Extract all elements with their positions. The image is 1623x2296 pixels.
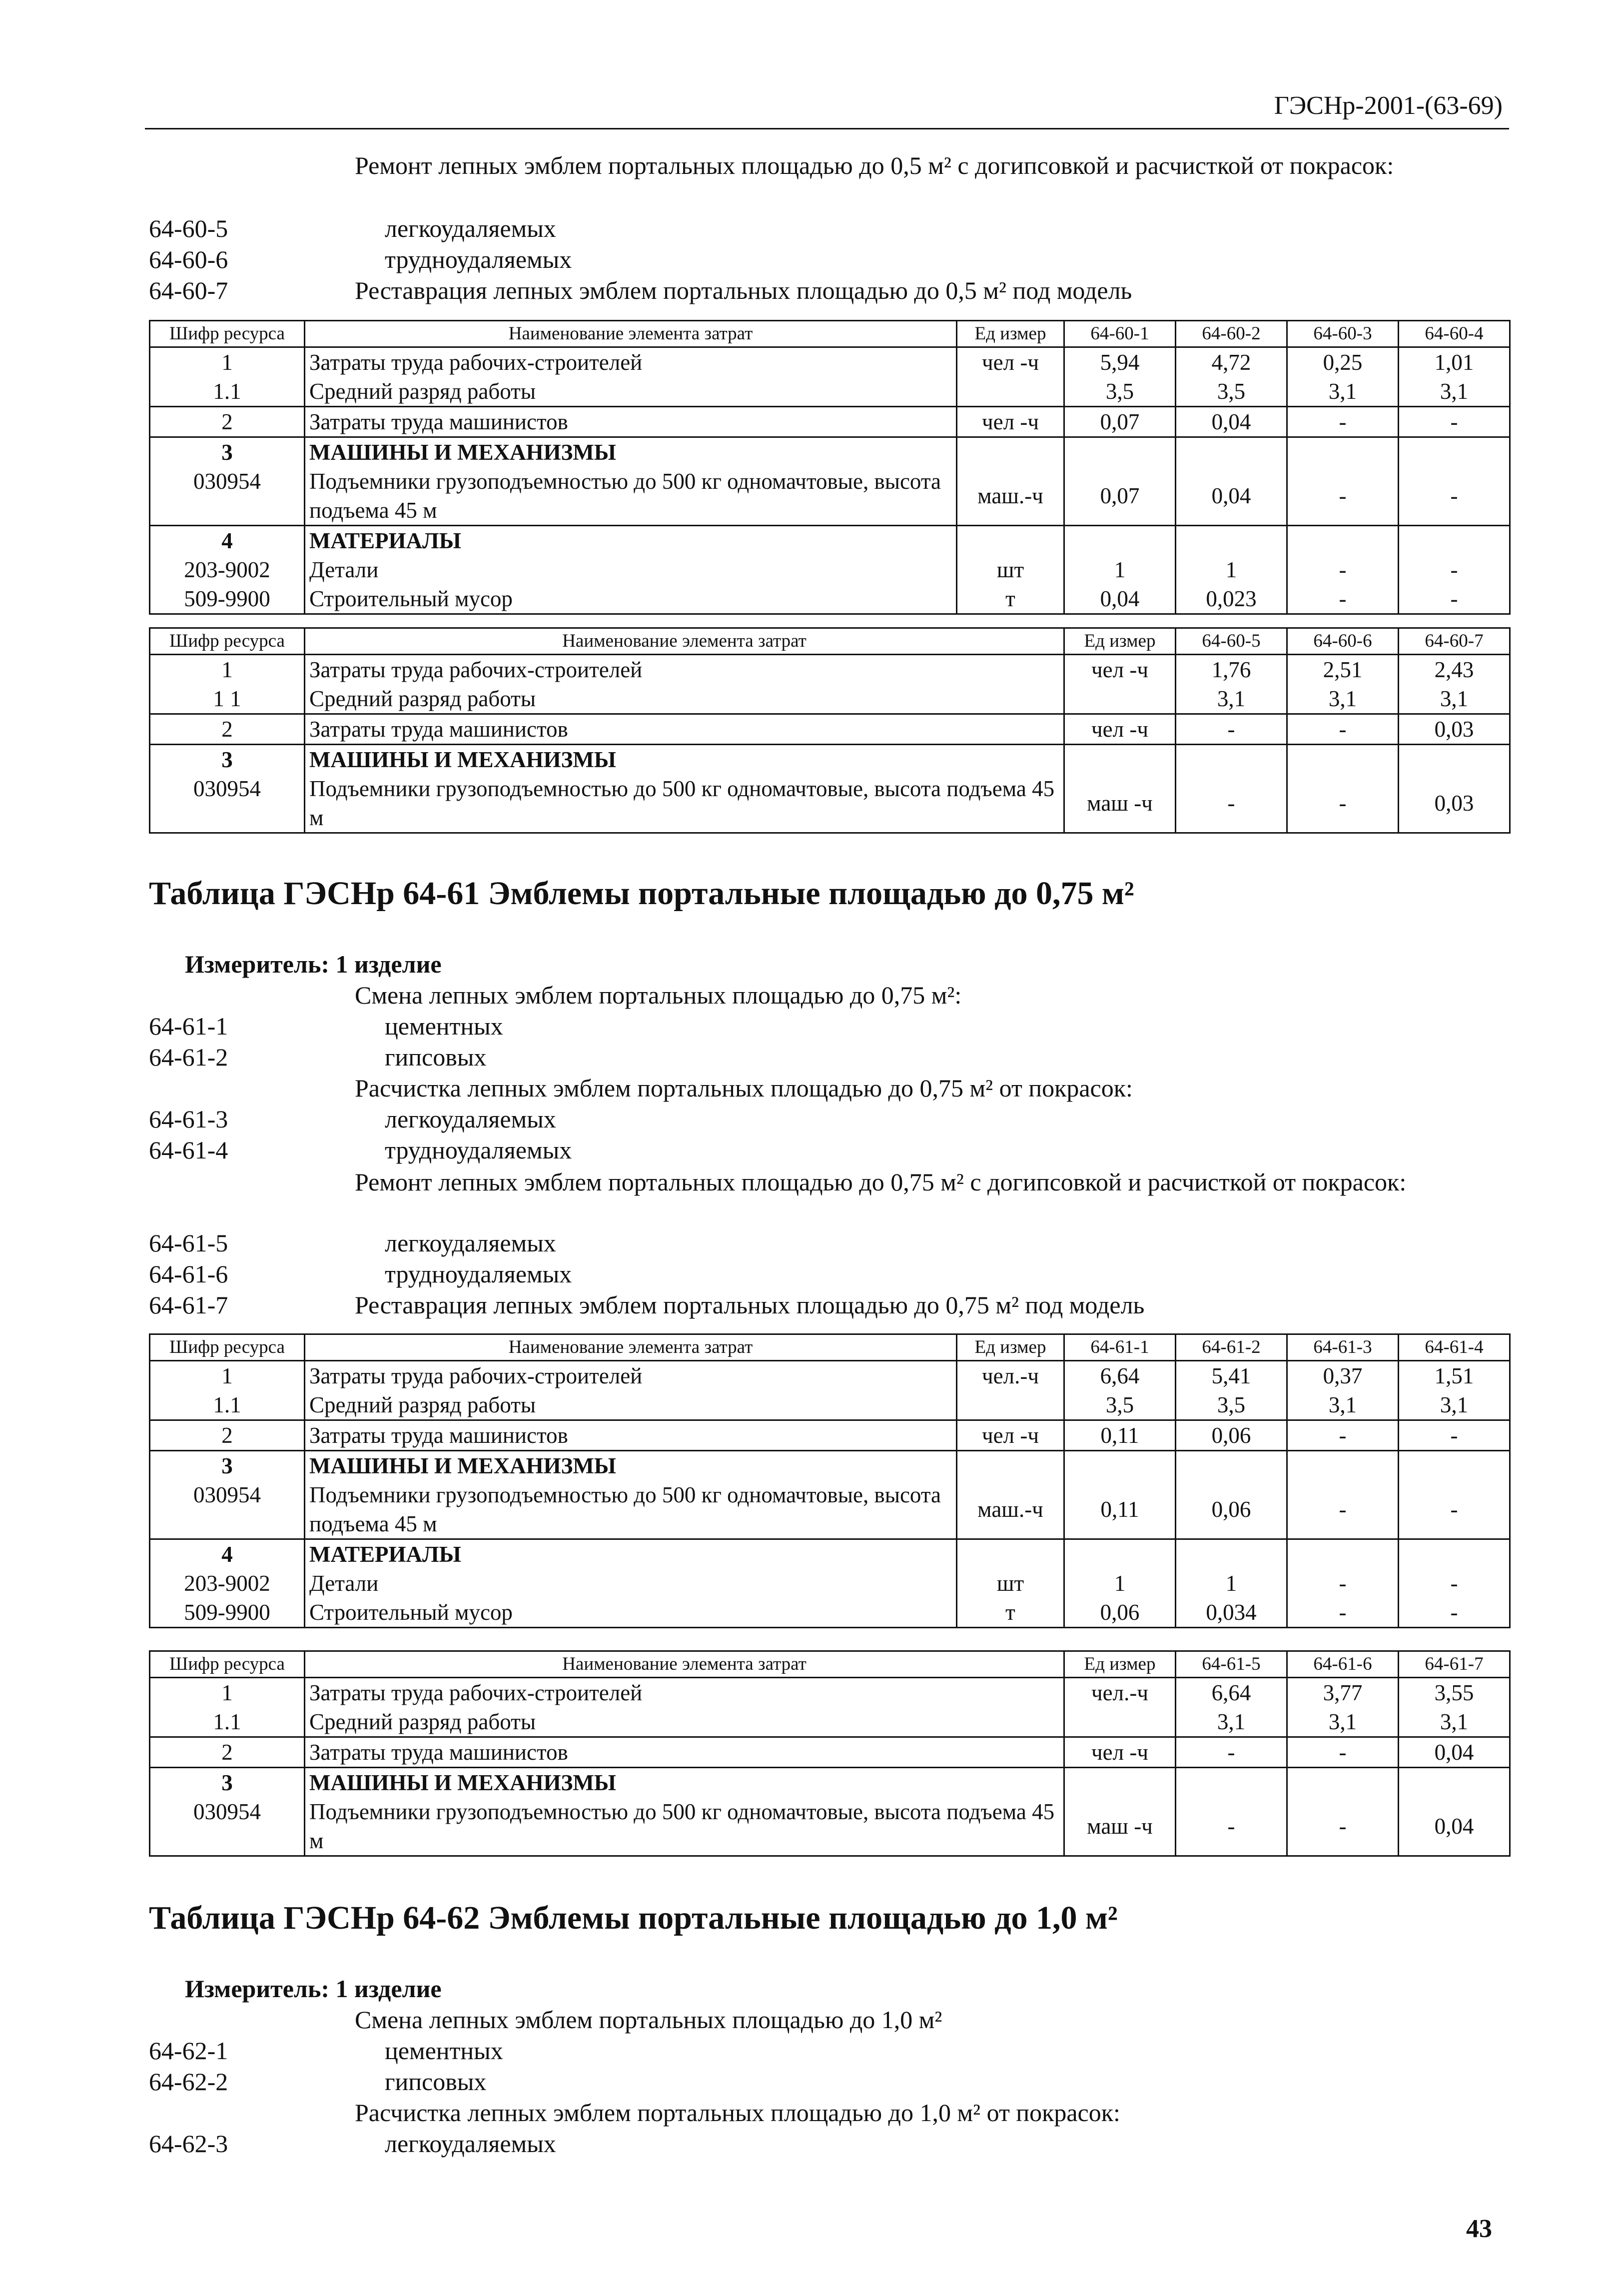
table-row (150, 1569, 1510, 1598)
item-text: гипсовых (385, 1043, 487, 1071)
col-header: Шифр ресурса (150, 321, 305, 347)
doc-code-header: ГЭСНр-2001-(63-69) (1274, 91, 1503, 120)
cell: шт (957, 1569, 1064, 1598)
cell: - (1399, 555, 1510, 584)
item-code: 64-62-3 (149, 2130, 228, 2158)
cell: 203-9002 (150, 555, 305, 584)
table-row (150, 1361, 1510, 1391)
cell: 1 (1064, 555, 1176, 584)
item-code: 64-61-5 (149, 1229, 228, 1257)
table-row (150, 1598, 1510, 1628)
cell: Средний разряд работы (305, 377, 957, 407)
item-code: 64-61-7 (149, 1291, 228, 1319)
col-header: 64-61-3 (1287, 1334, 1399, 1361)
cell: чел -ч (957, 407, 1064, 437)
cell (1064, 1707, 1176, 1737)
cell: 030954 (150, 1797, 305, 1856)
cell: 0,03 (1399, 774, 1510, 833)
item-text: легкоудаляемых (385, 2130, 556, 2158)
table-row (150, 684, 1510, 714)
col-header: Наименование элемента затрат (305, 1651, 1064, 1678)
cell: чел.-ч (1064, 1678, 1176, 1708)
cell: Средний разряд работы (305, 684, 1064, 714)
col-header: 64-60-3 (1287, 321, 1399, 347)
col-header: Наименование элемента затрат (305, 321, 957, 347)
cell: 0,06 (1064, 1598, 1176, 1628)
table-row (150, 714, 1510, 745)
table-row (150, 407, 1510, 437)
cell: 4,72 (1176, 347, 1287, 377)
table-row (150, 774, 1510, 833)
item-text: трудноудаляемых (385, 245, 572, 273)
item-text: трудноудаляемых (385, 1260, 572, 1288)
col-header: Наименование элемента затрат (305, 1334, 957, 1361)
cell: маш.-ч (957, 467, 1064, 526)
item-text: цементных (385, 2037, 503, 2065)
col-header: 64-60-4 (1399, 321, 1510, 347)
cell: 2 (150, 714, 305, 745)
col-header: Ед измер (1064, 628, 1176, 655)
item-code: 64-62-1 (149, 2037, 228, 2065)
cell: Затраты труда рабочих-строителей (305, 347, 957, 377)
cell: - (1287, 714, 1399, 745)
item-text: легкоудаляемых (385, 1229, 556, 1257)
col-header: 64-61-2 (1176, 1334, 1287, 1361)
cell: 3 (150, 437, 305, 467)
table-row (150, 1480, 1510, 1539)
col-header: 64-60-2 (1176, 321, 1287, 347)
cell: 0,023 (1176, 584, 1287, 614)
col-header: Шифр ресурса (150, 628, 305, 655)
cell: 3,55 (1399, 1678, 1510, 1708)
table-row (150, 655, 1510, 685)
cell: Затраты труда машинистов (305, 1420, 957, 1451)
cell: маш -ч (1064, 1797, 1176, 1856)
cell: 2,51 (1287, 655, 1399, 685)
header-rule (145, 128, 1509, 129)
cell: МАШИНЫ И МЕХАНИЗМЫ (305, 1768, 1064, 1798)
cell: 3,1 (1399, 377, 1510, 407)
cell: 3,1 (1287, 1707, 1399, 1737)
cell: 030954 (150, 1480, 305, 1539)
table-row (150, 526, 1510, 556)
item-text: Расчистка лепных эмблем портальных площадью до 1,0 м² от покрасок: (355, 2099, 1120, 2127)
col-header: 64-61-5 (1176, 1651, 1287, 1678)
cell: Затраты труда рабочих-строителей (305, 1361, 957, 1391)
cell: - (1287, 1598, 1399, 1628)
cell: - (1399, 1598, 1510, 1628)
cell: 1 (150, 1361, 305, 1391)
item-text: гипсовых (385, 2068, 487, 2096)
cell: - (1176, 774, 1287, 833)
col-header: Ед измер (957, 321, 1064, 347)
cell: Детали (305, 555, 957, 584)
item-code: 64-60-5 (149, 214, 228, 242)
cell: 1 (1176, 555, 1287, 584)
cell: - (1399, 1420, 1510, 1451)
cell: 0,37 (1287, 1361, 1399, 1391)
table-row (150, 1539, 1510, 1569)
cell: Подъемники грузоподъемностью до 500 кг одномачтовые, высота подъема 45 м (305, 467, 957, 526)
item-code: 64-61-1 (149, 1012, 228, 1040)
cell: МАШИНЫ И МЕХАНИЗМЫ (305, 745, 1064, 775)
item-text: легкоудаляемых (385, 1105, 556, 1133)
cell: Затраты труда машинистов (305, 1737, 1064, 1768)
cell: 6,64 (1176, 1678, 1287, 1708)
item-text: Расчистка лепных эмблем портальных площадью до 0,75 м² от покрасок: (355, 1074, 1133, 1102)
cell: 2,43 (1399, 655, 1510, 685)
cell: 3,5 (1064, 377, 1176, 407)
cell: 0,04 (1176, 407, 1287, 437)
table-row (150, 437, 1510, 467)
cell: 0,06 (1176, 1480, 1287, 1539)
cell: 0,11 (1064, 1480, 1176, 1539)
cell: 3,1 (1399, 1707, 1510, 1737)
cell: 1.1 (150, 1707, 305, 1737)
cell: 3 (150, 1768, 305, 1798)
cell: 3 (150, 745, 305, 775)
measure-label: Измеритель: 1 изделие (185, 950, 442, 978)
col-header: 64-60-1 (1064, 321, 1176, 347)
cell: 509-9900 (150, 584, 305, 614)
item-code: 64-60-7 (149, 276, 228, 304)
cell: 3,1 (1176, 1707, 1287, 1737)
table-row (150, 1451, 1510, 1481)
cell: чел -ч (1064, 714, 1176, 745)
cell: 030954 (150, 467, 305, 526)
table-row (150, 1737, 1510, 1768)
table-row (150, 467, 1510, 526)
cell: чел -ч (1064, 655, 1176, 685)
cell: - (1287, 467, 1399, 526)
cell: 1 (150, 347, 305, 377)
cell: 3,1 (1399, 684, 1510, 714)
cell: - (1287, 407, 1399, 437)
cell: Затраты труда машинистов (305, 407, 957, 437)
cell: 3,1 (1287, 377, 1399, 407)
cell: - (1287, 1797, 1399, 1856)
cell: Подъемники грузоподъемностью до 500 кг одномачтовые, высота подъема 45 м (305, 774, 1064, 833)
item-code: 64-60-6 (149, 245, 228, 273)
col-header: 64-61-4 (1399, 1334, 1510, 1361)
item-code: 64-61-6 (149, 1260, 228, 1288)
cell: 3,1 (1287, 684, 1399, 714)
cell (1064, 684, 1176, 714)
cell: - (1287, 1420, 1399, 1451)
cell: - (1287, 584, 1399, 614)
cell: 0,03 (1399, 714, 1510, 745)
table-row (150, 1390, 1510, 1420)
col-header: Наименование элемента затрат (305, 628, 1064, 655)
cell: Средний разряд работы (305, 1707, 1064, 1737)
cell: - (1399, 1480, 1510, 1539)
repair-heading: Ремонт лепных эмблем портальных площадью до 0,5 м² с догипсовкой и расчисткой от покрасок: (355, 151, 1394, 179)
cell: 1,51 (1399, 1361, 1510, 1391)
item-code: 64-61-3 (149, 1105, 228, 1133)
table-row (150, 1707, 1510, 1737)
table-row (150, 377, 1510, 407)
cell: 1 1 (150, 684, 305, 714)
cell: - (1399, 407, 1510, 437)
item-text: Ремонт лепных эмблем портальных площадью до 0,75 м² с догипсовкой и расчисткой от покрасок: (355, 1168, 1407, 1196)
cell: 203-9002 (150, 1569, 305, 1598)
cell: маш.-ч (957, 1480, 1064, 1539)
cell: 1 (1176, 1569, 1287, 1598)
cell (957, 377, 1064, 407)
cell: 0,04 (1176, 467, 1287, 526)
item-code: 64-62-2 (149, 2068, 228, 2096)
cell: 1.1 (150, 1390, 305, 1420)
cell: 4 (150, 1539, 305, 1569)
cell: чел -ч (957, 1420, 1064, 1451)
cell: 6,64 (1064, 1361, 1176, 1391)
cell: 3,5 (1176, 1390, 1287, 1420)
col-header: 64-60-5 (1176, 628, 1287, 655)
cell: 0,034 (1176, 1598, 1287, 1628)
cell: шт (957, 555, 1064, 584)
cell: Средний разряд работы (305, 1390, 957, 1420)
cell: 0,06 (1176, 1420, 1287, 1451)
cell: 0,04 (1399, 1737, 1510, 1768)
cell: - (1176, 1797, 1287, 1856)
cell: т (957, 584, 1064, 614)
cell: 0,04 (1064, 584, 1176, 614)
cell: 2 (150, 1420, 305, 1451)
cell: 3,1 (1176, 684, 1287, 714)
cell: Подъемники грузоподъемностью до 500 кг одномачтовые, высота подъема 45 м (305, 1797, 1064, 1856)
cell: 0,04 (1399, 1797, 1510, 1856)
cell: 3 (150, 1451, 305, 1481)
cell: Затраты труда рабочих-строителей (305, 1678, 1064, 1708)
col-header: 64-61-6 (1287, 1651, 1399, 1678)
cell: - (1176, 714, 1287, 745)
table-row (150, 1768, 1510, 1798)
col-header: 64-60-6 (1287, 628, 1399, 655)
measure-label: Измеритель: 1 изделие (185, 1975, 442, 2003)
cell: МАШИНЫ И МЕХАНИЗМЫ (305, 1451, 957, 1481)
table-row (150, 555, 1510, 584)
cell: 3,77 (1287, 1678, 1399, 1708)
cell: т (957, 1598, 1064, 1628)
cell: 1,01 (1399, 347, 1510, 377)
cell: 1.1 (150, 377, 305, 407)
cell: - (1176, 1737, 1287, 1768)
cell: 2 (150, 1737, 305, 1768)
cell: - (1287, 1480, 1399, 1539)
col-header: Шифр ресурса (150, 1334, 305, 1361)
resource-table-64-61-1-4 (149, 1333, 1511, 1628)
item-text: Смена лепных эмблем портальных площадью до 0,75 м²: (355, 981, 962, 1009)
item-text: легкоудаляемых (385, 214, 556, 242)
cell (957, 1390, 1064, 1420)
item-code: 64-61-4 (149, 1136, 228, 1164)
col-header: 64-61-1 (1064, 1334, 1176, 1361)
page-number: 43 (1466, 2215, 1492, 2243)
cell: - (1399, 467, 1510, 526)
table-row (150, 1420, 1510, 1451)
table-title-64-62: Таблица ГЭСНр 64-62 Эмблемы портальные площадью до 1,0 м² (149, 1900, 1118, 1936)
cell: 1 (1064, 1569, 1176, 1598)
col-header: Ед измер (1064, 1651, 1176, 1678)
cell: 3,5 (1064, 1390, 1176, 1420)
table-title-64-61: Таблица ГЭСНр 64-61 Эмблемы портальные площадью до 0,75 м² (149, 875, 1134, 912)
cell: 0,07 (1064, 467, 1176, 526)
resource-table-64-60-5-7 (149, 627, 1511, 834)
cell: 0,11 (1064, 1420, 1176, 1451)
cell: 4 (150, 526, 305, 556)
table-row (150, 1678, 1510, 1708)
col-header: 64-61-7 (1399, 1651, 1510, 1678)
resource-table-64-60-1-4 (149, 320, 1511, 615)
item-code: 64-61-2 (149, 1043, 228, 1071)
cell: 1,76 (1176, 655, 1287, 685)
cell: Детали (305, 1569, 957, 1598)
item-text: трудноудаляемых (385, 1136, 572, 1164)
cell: 030954 (150, 774, 305, 833)
cell: - (1287, 1737, 1399, 1768)
cell: чел -ч (1064, 1737, 1176, 1768)
cell: МАТЕРИАЛЫ (305, 526, 957, 556)
item-text: Смена лепных эмблем портальных площадью до 1,0 м² (355, 2006, 942, 2034)
table-row (150, 745, 1510, 775)
cell: чел -ч (957, 347, 1064, 377)
cell: 1 (150, 1678, 305, 1708)
cell: МАТЕРИАЛЫ (305, 1539, 957, 1569)
cell: Строительный мусор (305, 584, 957, 614)
cell: - (1287, 1569, 1399, 1598)
cell: Строительный мусор (305, 1598, 957, 1628)
cell: - (1399, 584, 1510, 614)
cell: - (1287, 774, 1399, 833)
cell: Затраты труда рабочих-строителей (305, 655, 1064, 685)
cell: 0,25 (1287, 347, 1399, 377)
cell: чел.-ч (957, 1361, 1064, 1391)
item-text: Реставрация лепных эмблем портальных площадью до 0,75 м² под модель (355, 1291, 1145, 1319)
col-header: 64-60-7 (1399, 628, 1510, 655)
cell: 0,07 (1064, 407, 1176, 437)
cell: 1 (150, 655, 305, 685)
resource-table-64-61-5-7 (149, 1650, 1511, 1857)
item-text: Реставрация лепных эмблем портальных площадью до 0,5 м² под модель (355, 276, 1132, 304)
cell: 3,1 (1399, 1390, 1510, 1420)
cell: 509-9900 (150, 1598, 305, 1628)
cell: МАШИНЫ И МЕХАНИЗМЫ (305, 437, 957, 467)
cell: 3,5 (1176, 377, 1287, 407)
item-text: цементных (385, 1012, 503, 1040)
table-row (150, 584, 1510, 614)
cell: 5,41 (1176, 1361, 1287, 1391)
cell: - (1399, 1569, 1510, 1598)
table-row (150, 347, 1510, 377)
cell: Затраты труда машинистов (305, 714, 1064, 745)
col-header: Шифр ресурса (150, 1651, 305, 1678)
cell: 2 (150, 407, 305, 437)
cell: маш -ч (1064, 774, 1176, 833)
col-header: Ед измер (957, 1334, 1064, 1361)
cell: 3,1 (1287, 1390, 1399, 1420)
cell: 5,94 (1064, 347, 1176, 377)
cell: Подъемники грузоподъемностью до 500 кг одномачтовые, высота подъема 45 м (305, 1480, 957, 1539)
cell: - (1287, 555, 1399, 584)
table-row (150, 1797, 1510, 1856)
